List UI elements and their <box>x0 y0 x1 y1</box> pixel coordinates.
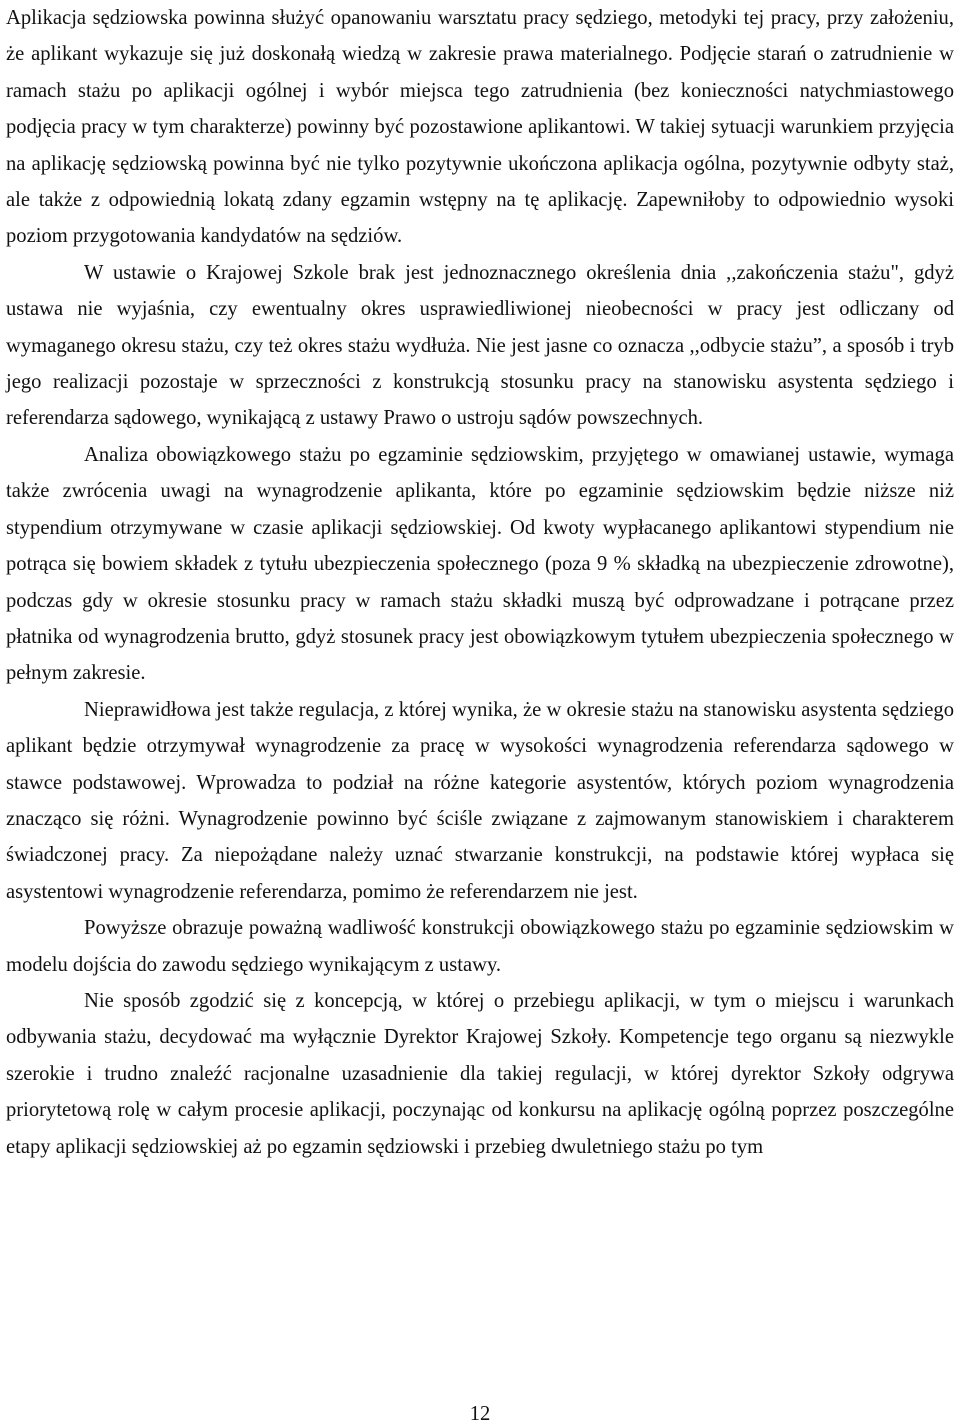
paragraph-4: Nieprawidłowa jest także regulacja, z której wynika, że w okresie stażu na stanowisku asystenta sędziego aplikant będzie otrzymywał wynagrodzenie za pracę w wysokości wynagrodzenia referendarza sądowego w stawce podstawowej. Wprowadza to podział na różne kategorie asystentów, których poziom wynagrodzenia znacząco się różni. Wynagrodzenie powinno być ściśle związane z zajmowanym stanowiskiem i charakterem świadczonej pracy. Za niepożądane należy uznać stwarzanie konstrukcji, na podstawie której wypłaca się asystentowi wynagrodzenie referendarza, pomimo że referendarzem nie jest. <box>6 698 954 903</box>
paragraph-2: W ustawie o Krajowej Szkole brak jest jednoznacznego określenia dnia ,,zakończenia stażu", gdyż ustawa nie wyjaśnia, czy ewentualny okres usprawiedliwionej nieobecności w pracy jest odliczany od wymaganego okresu stażu, czy też okres stażu wydłuża. Nie jest jasne co oznacza ,,odbycie stażu”, a sposób i tryb jego realizacji pozostaje w sprzeczności z konstrukcją stosunku pracy na stanowisku asystenta sędziego i referendarza sądowego, wynikającą z ustawy Prawo o ustroju sądów powszechnych. <box>6 261 954 430</box>
page-number: 12 <box>469 1403 491 1425</box>
paragraph-1: Aplikacja sędziowska powinna służyć opanowaniu warsztatu pracy sędziego, metodyki tej pracy, przy założeniu, że aplikant wykazuje się już doskonałą wiedzą w zakresie prawa materialnego. Podjęcie starań o zatrudnienie w ramach stażu po aplikacji ogólnej i wybór miejsca tego zatrudnienia (bez konieczności natychmiastowego podjęcia pracy w tym charakterze) powinny być pozostawione aplikantowi. W takiej sytuacji warunkiem przyjęcia na aplikację sędziowską powinna być nie tylko pozytywnie ukończona aplikacja ogólna, pozytywnie odbyty staż, ale także z odpowiednią lokatą zdany egzamin wstępny na tę aplikację. Zapewniłoby to odpowiednio wysoki poziom przygotowania kandydatów na sędziów. <box>6 7 954 248</box>
paragraph-6: Nie sposób zgodzić się z koncepcją, w której o przebiegu aplikacji, w tym o miejscu i warunkach odbywania stażu, decydować ma wyłącznie Dyrektor Krajowej Szkoły. Kompetencje tego organu są niezwykle szerokie i trudno znaleźć racjonalne uzasadnienie dla takiej regulacji, w której dyrektor Szkoły odgrywa priorytetową rolę w całym procesie aplikacji, poczynając od konkursu na aplikację ogólną poprzez poszczególne etapy aplikacji sędziowskiej aż po egzamin sędziowski i przebieg dwuletniego stażu po tym <box>6 989 954 1158</box>
document-page <box>6 0 954 1165</box>
paragraph-5: Powyższe obrazuje poważną wadliwość konstrukcji obowiązkowego stażu po egzaminie sędziowskim w modelu dojścia do zawodu sędziego wynikającym z ustawy. <box>6 917 954 976</box>
paragraph-3: Analiza obowiązkowego stażu po egzaminie sędziowskim, przyjętego w omawianej ustawie, wymaga także zwrócenia uwagi na wynagrodzenie aplikanta, które po egzaminie sędziowskim będzie niższe niż stypendium otrzymywane w czasie aplikacji sędziowskiej. Od kwoty wypłacanego aplikantowi stypendium nie potrąca się bowiem składek z tytułu ubezpieczenia społecznego (poza 9 % składką na ubezpieczenie zdrowotne), podczas gdy w okresie stosunku pracy w ramach stażu składki muszą być odprowadzane i potrącane przez płatnika od wynagrodzenia brutto, gdyż stosunek pracy jest obowiązkowym tytułem ubezpieczenia społecznego w pełnym zakresie. <box>6 443 954 685</box>
